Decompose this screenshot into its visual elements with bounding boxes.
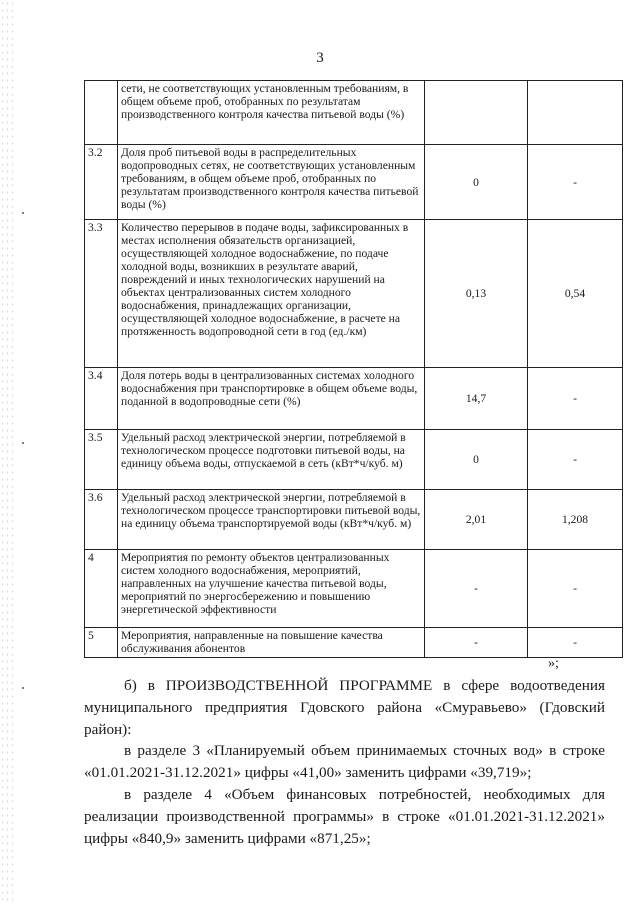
closing-quote-mark: »; xyxy=(548,656,559,671)
row-number: 3.5 xyxy=(85,430,118,490)
row-value-1: 0 xyxy=(425,430,528,490)
row-value-2: - xyxy=(528,145,623,220)
row-value-1: 2,01 xyxy=(425,490,528,550)
scan-edge-noise xyxy=(0,0,14,905)
scan-speck xyxy=(22,442,24,444)
row-name: сети, не соответствующих установленным требованиям, в общем объеме проб, отобранных по результатам производственного контроля качества питьевой воды (%) xyxy=(118,81,425,145)
row-value-2: - xyxy=(528,550,623,628)
row-value-1: - xyxy=(425,550,528,628)
row-name: Удельный расход электрической энергии, потребляемой в технологическом процессе подготовки питьевой воды, на единицу объема воды, отпускаемой в сеть (кВт*ч/куб. м) xyxy=(118,430,425,490)
row-number: 4 xyxy=(85,550,118,628)
table-row xyxy=(85,430,623,490)
row-value-1: 14,7 xyxy=(425,368,528,430)
paragraph-section-3: в разделе 3 «Планируемый объем принимаемых сточных вод» в строке «01.01.2021-31.12.2021» цифры «41,00» заменить цифрами «39,719»; xyxy=(84,742,605,781)
row-name: Удельный расход электрической энергии, потребляемой в технологическом процессе транспортировки питьевой воды, на единицу объема транспортируемой воды (кВт*ч/куб. м) xyxy=(118,490,425,550)
row-name: Мероприятия по ремонту объектов централизованных систем холодного водоснабжения, мероприятий, направленных на улучшение качества питьевой воды, мероприятий по энергосбережению и повышению энергетической эффективности xyxy=(118,550,425,628)
table-row xyxy=(85,145,623,220)
row-number: 3.6 xyxy=(85,490,118,550)
table-row xyxy=(85,220,623,368)
table-row xyxy=(85,550,623,628)
scan-speck xyxy=(22,212,24,214)
row-name: Количество перерывов в подаче воды, зафиксированных в местах исполнения обязательств организацией, осуществляющей холодное водоснабжение, по подаче холодной воды, возникших в результате аварий, повреждений и иных технологических нарушений на объектах централизованных систем холодного водоснабжения, принадлежащих организации, осуществляющей холодное водоснабжение, в расчете на протяженность водопроводной сети в год (ед./км) xyxy=(118,220,425,368)
row-value-1: 0,13 xyxy=(425,220,528,368)
table-row xyxy=(85,81,623,145)
row-name: Доля проб питьевой воды в распределительных водопроводных сетях, не соответствующих установленным требованиям, в общем объеме проб, отобранных по результатам производственного контроля качества питьевой воды (%) xyxy=(118,145,425,220)
row-value-2: - xyxy=(528,628,623,658)
row-number: 3.2 xyxy=(85,145,118,220)
table-row xyxy=(85,368,623,430)
row-value-1: 0 xyxy=(425,145,528,220)
row-value-2: - xyxy=(528,368,623,430)
row-number: 5 xyxy=(85,628,118,658)
paragraph-b-intro: б) в ПРОИЗВОДСТВЕННОЙ ПРОГРАММЕ в сфере водоотведения муниципального предприятия Гдовского района «Смуравьево» (Гдовский район): xyxy=(84,677,605,738)
row-name: Доля потерь воды в централизованных системах холодного водоснабжения при транспортировке в общем объеме воды, поданной в водопроводные сети (%) xyxy=(118,368,425,430)
scan-speck xyxy=(22,687,24,689)
row-number: 3.3 xyxy=(85,220,118,368)
row-value-2: - xyxy=(528,430,623,490)
row-value-1: - xyxy=(425,628,528,658)
indicators-table xyxy=(84,80,623,658)
row-value-2 xyxy=(528,81,623,145)
row-value-2: 1,208 xyxy=(528,490,623,550)
table-row xyxy=(85,490,623,550)
row-number xyxy=(85,81,118,145)
paragraph-section-4: в разделе 4 «Объем финансовых потребностей, необходимых для реализации производственной программы» в строке «01.01.2021-31.12.2021» цифры «840,9» заменить цифрами «871,25»; xyxy=(84,786,605,847)
row-value-2: 0,54 xyxy=(528,220,623,368)
row-name: Мероприятия, направленные на повышение качества обслуживания абонентов xyxy=(118,628,425,658)
page-number: 3 xyxy=(316,50,324,66)
table-row xyxy=(85,628,623,658)
row-number: 3.4 xyxy=(85,368,118,430)
row-value-1 xyxy=(425,81,528,145)
